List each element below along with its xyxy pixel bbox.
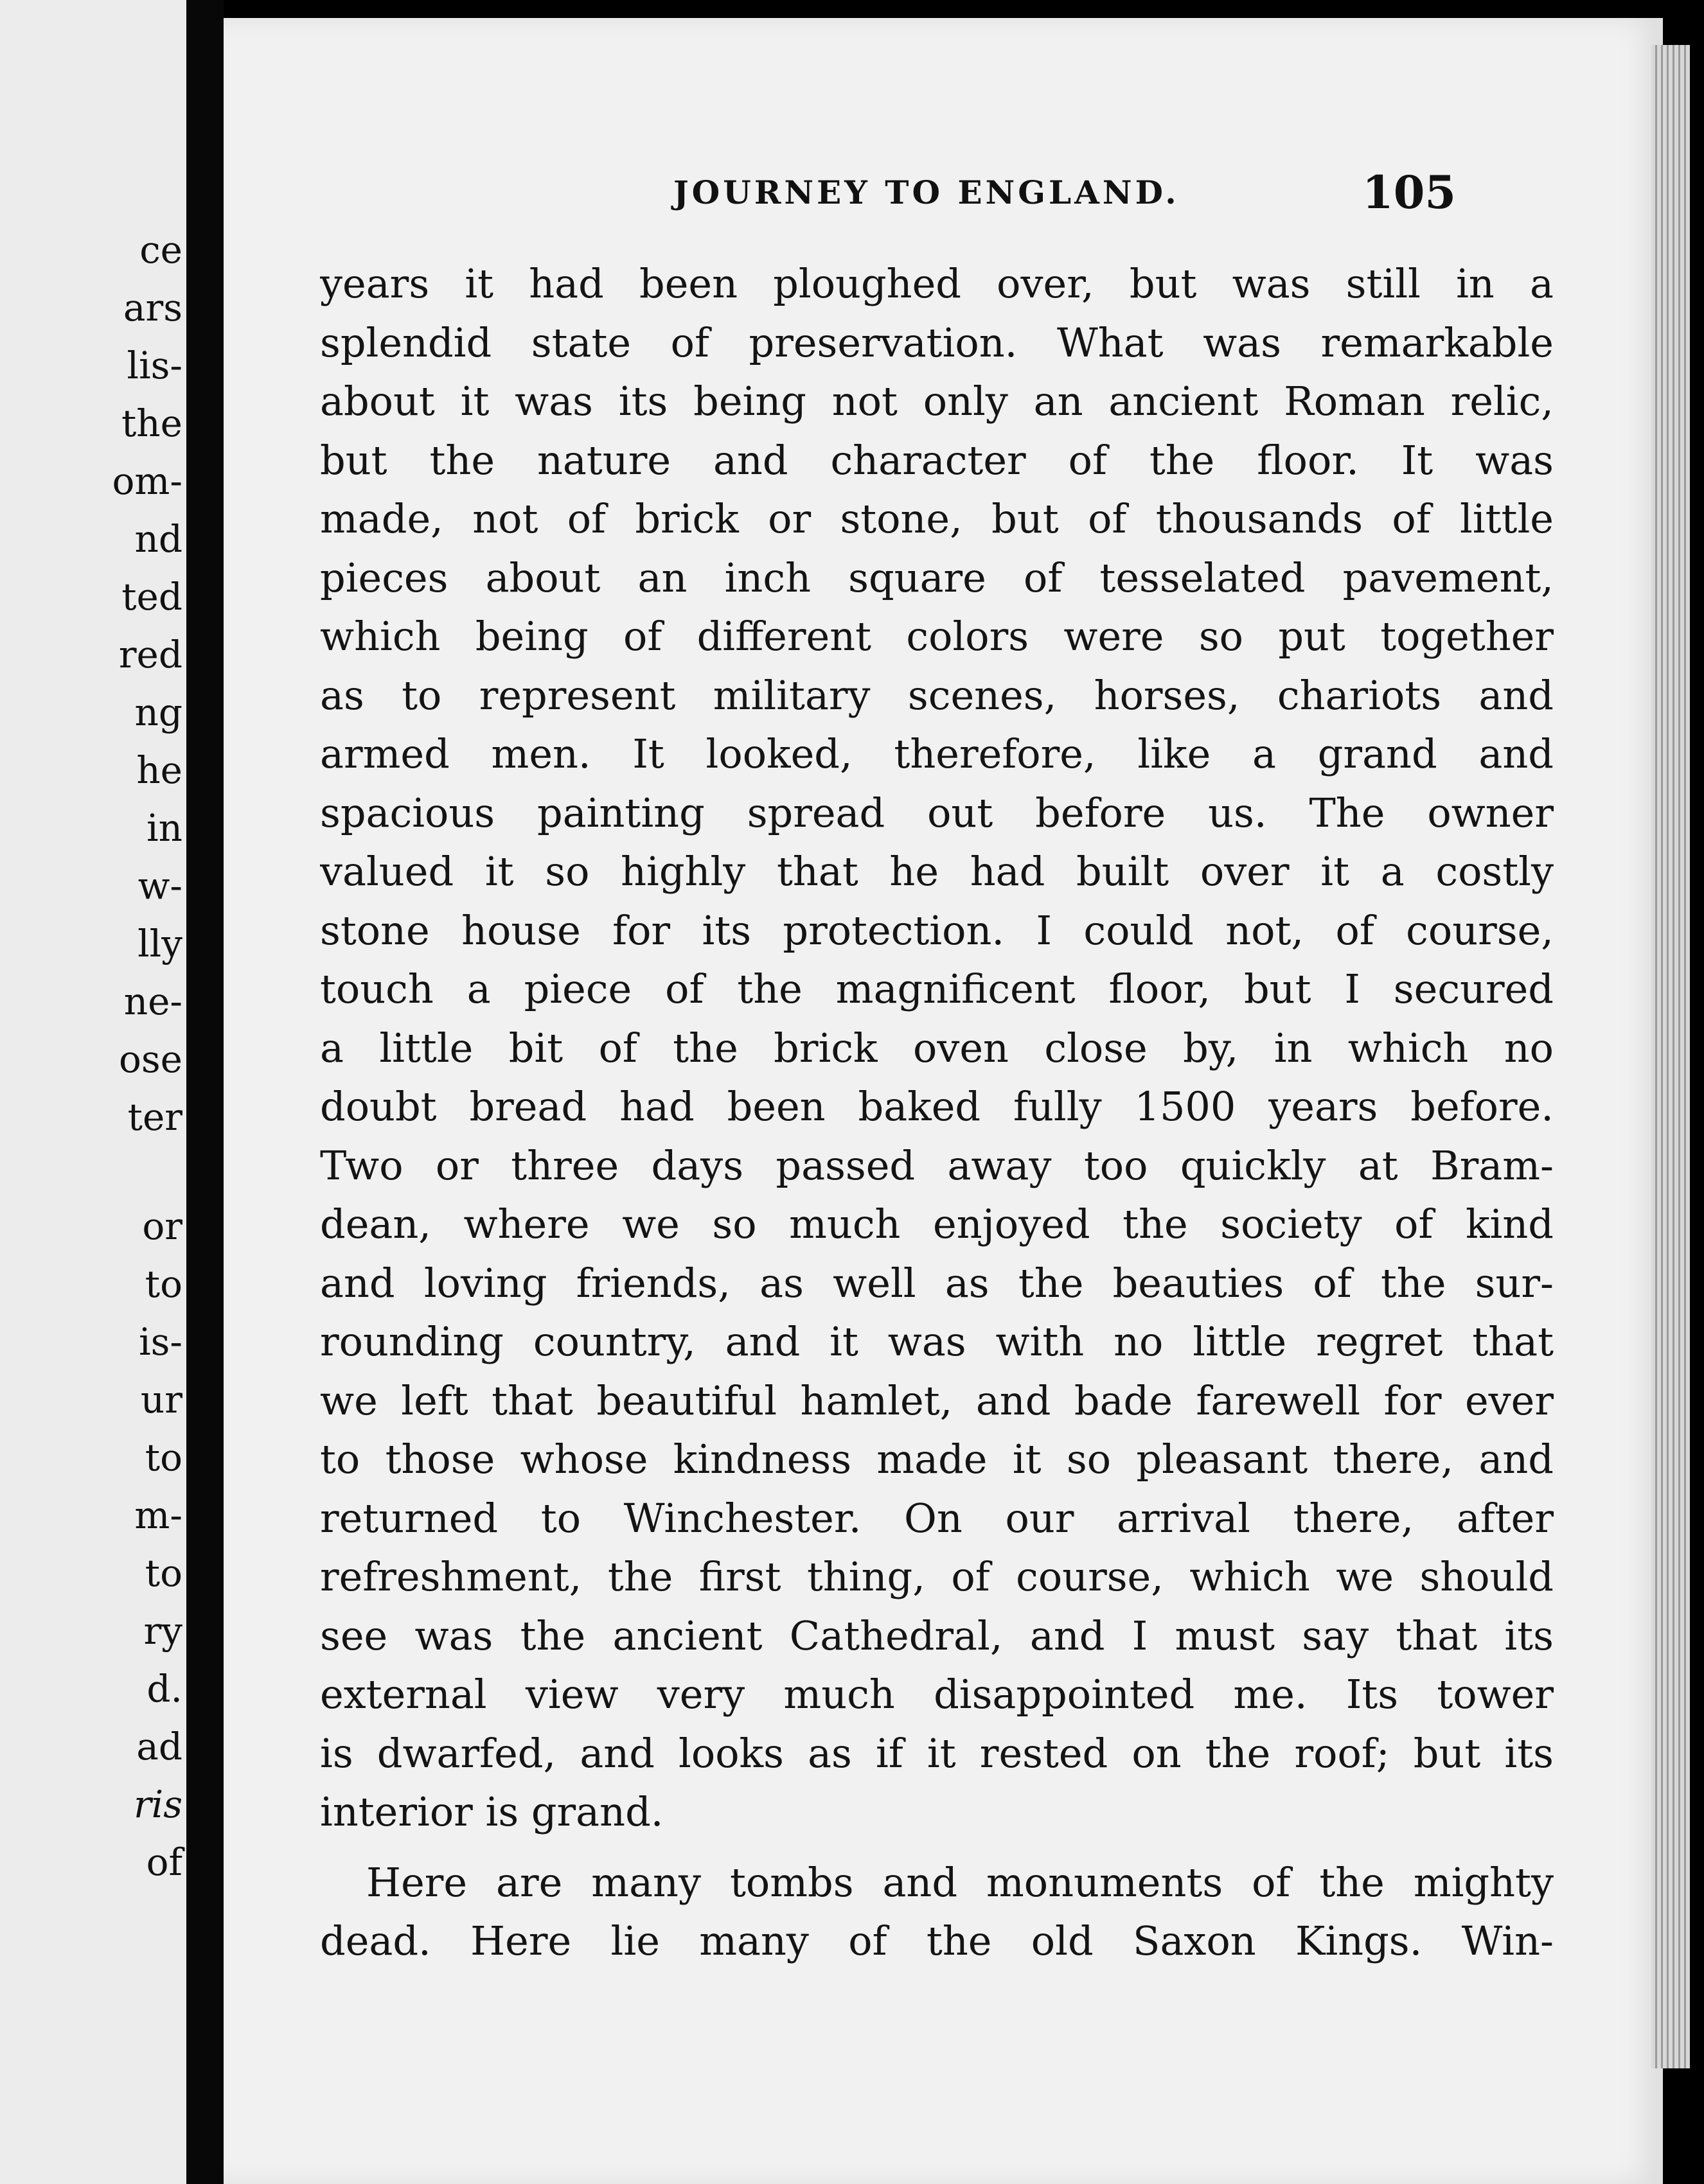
text-line: we left that beautiful hamlet, and bade farewell for ever (320, 1377, 1554, 1424)
text-line: dead. Here lie many of the old Saxon Kings. Win- (320, 1917, 1554, 1964)
text-line: external view very much disappointed me. Its tower (320, 1671, 1554, 1718)
adjacent-page-fragment: ne- (123, 980, 182, 1023)
page-edge-stack (1651, 45, 1690, 2068)
adjacent-page-fragment: he (136, 748, 182, 792)
adjacent-page-fragment: or (142, 1204, 182, 1248)
adjacent-page-fragment: ose (118, 1037, 182, 1081)
text-line: spacious painting spread out before us. The owner (320, 789, 1554, 836)
paragraph-1 (320, 254, 1554, 1842)
book-page (224, 18, 1663, 2184)
adjacent-page-fragment: lly (138, 922, 182, 965)
adjacent-page-fragment: ng (134, 691, 182, 734)
body-text (320, 254, 1554, 1971)
adjacent-page-fragment: ars (123, 286, 182, 330)
text-line: a little bit of the brick oven close by, in which no (320, 1024, 1554, 1071)
adjacent-page-fragment: ry (143, 1609, 182, 1653)
adjacent-page-fragment: to (145, 1436, 182, 1479)
text-line: pieces about an inch square of tesselated pavement, (320, 554, 1554, 601)
paragraph-2 (320, 1853, 1554, 1971)
text-line: which being of different colors were so put together (320, 613, 1554, 660)
text-line: interior is grand. (320, 1788, 664, 1835)
text-line: armed men. It looked, therefore, like a grand and (320, 730, 1554, 777)
adjacent-page-fragment: to (145, 1551, 182, 1595)
adjacent-page-fragment: of (146, 1840, 182, 1884)
adjacent-page-fragment: w- (138, 864, 182, 908)
text-line: refreshment, the first thing, of course, which we should (320, 1553, 1554, 1600)
text-line: and loving friends, as well as the beauties of the sur- (320, 1259, 1554, 1307)
text-line: to those whose kindness made it so pleasant there, and (320, 1436, 1554, 1483)
adjacent-page-fragment: m- (134, 1493, 182, 1537)
text-line: splendid state of preservation. What was remarkable (320, 319, 1554, 366)
text-line: is dwarfed, and looks as if it rested on the roof; but its (320, 1729, 1554, 1777)
adjacent-page-fragment: ad (136, 1725, 182, 1768)
adjacent-page-fragment: in (146, 806, 182, 850)
text-line: as to represent military scenes, horses, chariots and (320, 671, 1554, 719)
book-gutter (186, 0, 224, 2184)
adjacent-page-fragment: om- (112, 459, 182, 503)
text-line: Here are many tombs and monuments of the mighty (366, 1858, 1554, 1906)
adjacent-page-fragment: nd (134, 517, 182, 561)
text-line: years it had been ploughed over, but was still in a (320, 260, 1554, 307)
adjacent-page-fragment: lis- (127, 344, 182, 387)
adjacent-page-fragment: ted (121, 575, 182, 619)
text-line: returned to Winchester. On our arrival there, after (320, 1494, 1554, 1542)
text-line: made, not of brick or stone, but of thousands of little (320, 495, 1554, 542)
text-line: but the nature and character of the floor. It was (320, 436, 1554, 484)
adjacent-page-fragment: to (145, 1262, 182, 1306)
text-line: touch a piece of the magnificent floor, but I secured (320, 965, 1554, 1012)
adjacent-page-fragment: ce (139, 228, 182, 272)
text-line: stone house for its protection. I could not, of course, (320, 906, 1554, 954)
adjacent-page-fragment: ris (133, 1783, 182, 1826)
page-number: 105 (1362, 166, 1457, 219)
text-line: Two or three days passed away too quickly at Bram- (320, 1141, 1554, 1189)
adjacent-page-fragment: d. (146, 1667, 182, 1711)
text-line: dean, where we so much enjoyed the society of kind (320, 1201, 1554, 1247)
adjacent-page-fragment: ter (127, 1095, 182, 1139)
text-line: valued it so highly that he had built over it a costly (320, 848, 1554, 895)
text-line: about it was its being not only an ancient Roman relic, (320, 378, 1554, 425)
text-line: see was the ancient Cathedral, and I must say that its (320, 1612, 1554, 1659)
adjacent-page-fragment: is- (139, 1320, 182, 1364)
adjacent-page-fragment: ur (140, 1378, 182, 1422)
adjacent-page-fragment: the (121, 401, 182, 445)
adjacent-page-fragment: red (118, 633, 182, 676)
running-title: JOURNEY TO ENGLAND. (673, 173, 1180, 211)
text-line: doubt bread had been baked fully 1500 years before. (320, 1083, 1554, 1130)
text-line: rounding country, and it was with no little regret that (320, 1318, 1554, 1365)
adjacent-page-strip (0, 0, 186, 2184)
running-head (224, 166, 1663, 221)
